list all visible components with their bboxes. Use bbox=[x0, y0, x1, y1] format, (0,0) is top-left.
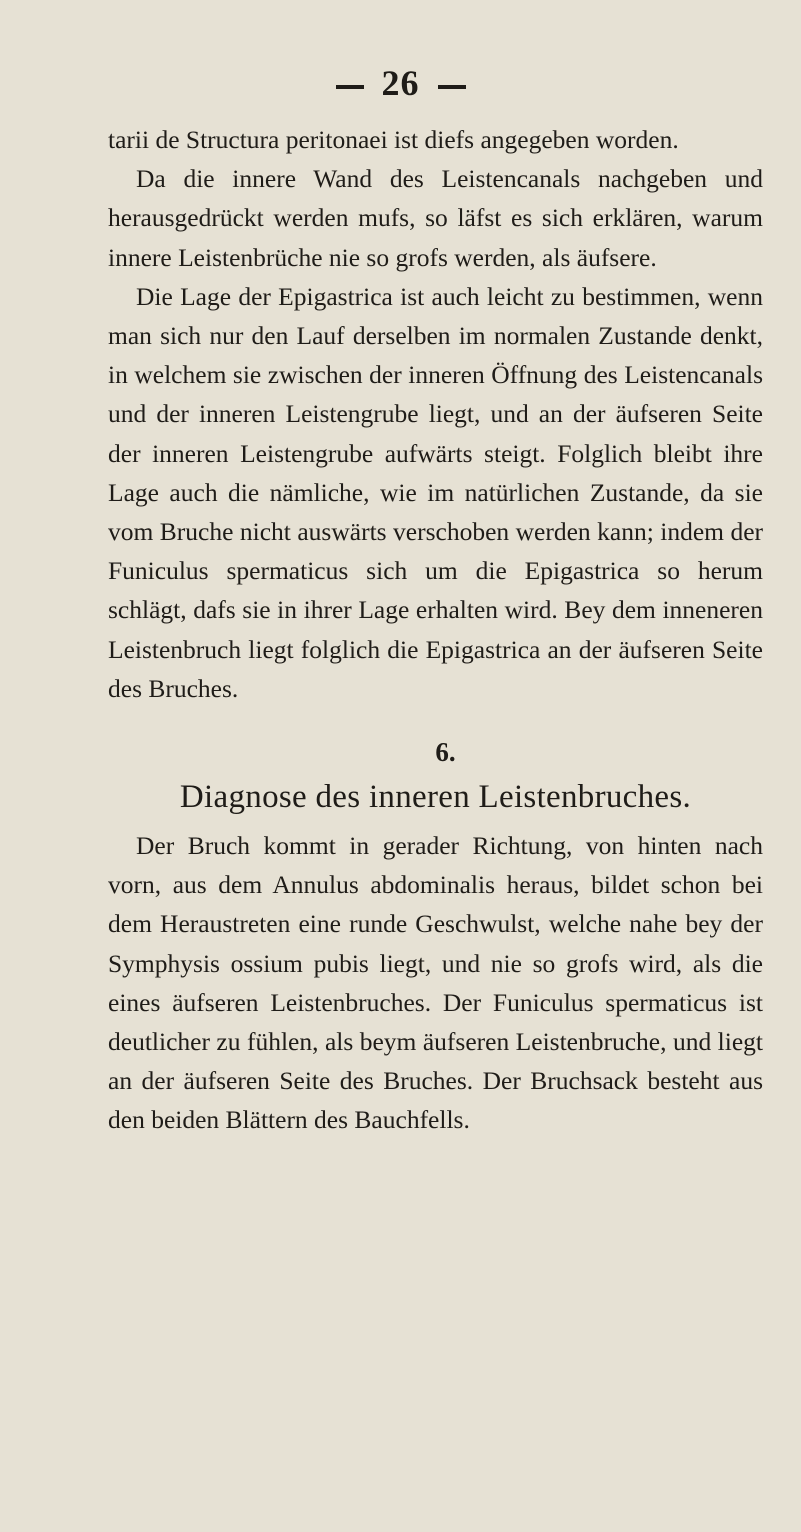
paragraph: Der Bruch kommt in gerader Richtung, von hinten nach vorn, aus dem Annulus abdominalis heraus, bildet schon bei dem Heraustreten eine runde Geschwulst, welche nahe bey der Symphysis ossium pubis liegt, und nie so grofs wird, als die eines äufseren Leistenbruches. Der Funiculus spermaticus ist deutlicher zu fühlen, als beym äufseren Leistenbruche, und liegt an der äufseren Seite des Bruches. Der Bruchsack besteht aus den beiden Blättern des Bauchfells. bbox=[108, 831, 763, 1135]
dash-right bbox=[438, 85, 466, 89]
paragraph-continuation: tarii de Structura peritonaei ist diefs angegeben worden. bbox=[108, 125, 679, 154]
running-head bbox=[0, 62, 801, 104]
page-body bbox=[108, 120, 763, 1140]
paragraph: Die Lage der Epigastrica ist auch leicht zu bestimmen, wenn man sich nur den Lauf derselben im normalen Zustande denkt, in welchem sie zwischen der inneren Öffnung des Leistencanals und der inneren Leistengrube liegt, und an der äufseren Seite der inneren Leistengrube aufwärts steigt. Folglich bleibt ihre Lage auch die nämliche, wie im natürlichen Zustande, da sie vom Bruche nicht auswärts verschoben werden kann; indem der Funiculus spermaticus sich um die Epigastrica so herum schlägt, dafs sie in ihrer Lage erhalten wird. Bey dem inneneren Leistenbruch liegt folglich die Epigastrica an der äufseren Seite des Bruches. bbox=[108, 281, 763, 703]
section-number: 6. bbox=[435, 737, 456, 768]
section-title: Diagnose des inneren Leistenbruches. bbox=[179, 779, 692, 816]
dash-left bbox=[336, 85, 364, 89]
page-number: 26 bbox=[381, 63, 420, 103]
paragraph: Da die innere Wand des Leistencanals nachgeben und herausgedrückt werden mufs, so läfst es sich erklären, warum innere Leistenbrüche nie so grofs werden, als äufsere. bbox=[108, 164, 763, 272]
